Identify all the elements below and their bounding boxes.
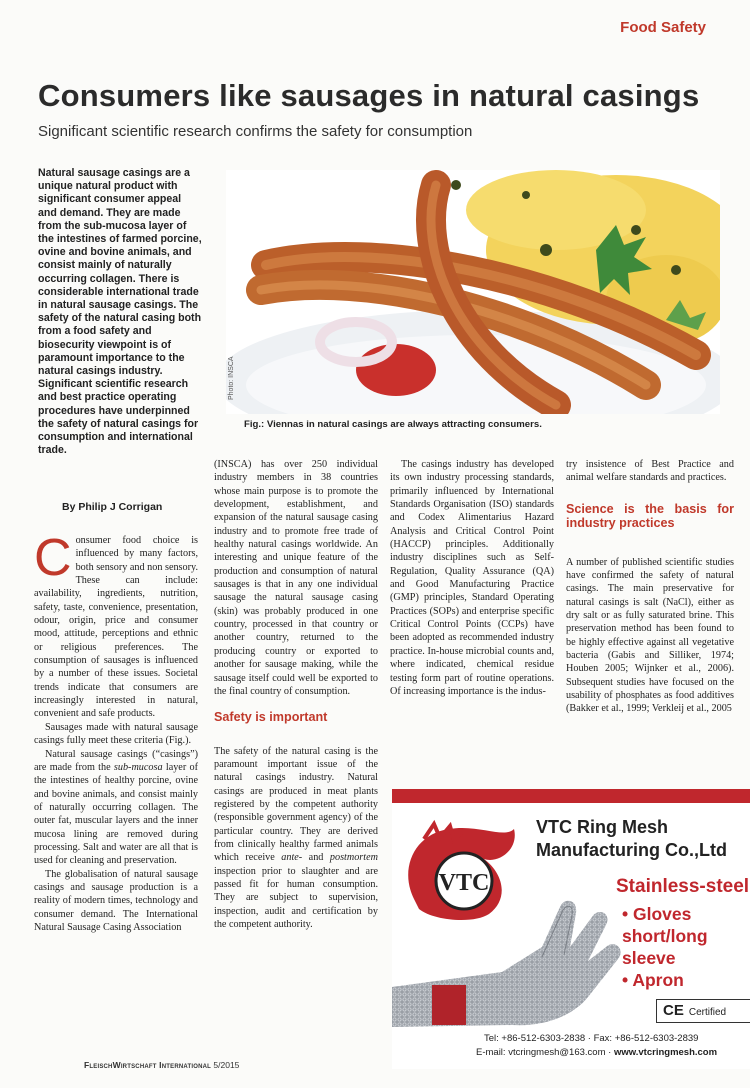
body-paragraph: The globalisation of natural sausage casings and sausage production is a reality of modern times, technology and consumer demand. The International Natural Sausage Casing Association bbox=[34, 868, 198, 933]
ad-phone-fax: Tel: +86-512-6303-2838 · Fax: +86-512-6303-2839 bbox=[484, 1033, 699, 1044]
article-subtitle: Significant scientific research confirms the safety for consumption bbox=[38, 123, 473, 140]
body-paragraph: The safety of the natural casing is the paramount important issue of the natural casings industry. Natural casings are produced in meat plants registered by the competent authority (responsible government agency) of the particular country. They are derived from clinically healthy farmed animals which receive ante- and postmortem inspection prior to slaughter and are passed fit for human consumption. They are subject to supervision, inspection, audit and certification by the competent authority. bbox=[214, 745, 378, 931]
ad-website-link[interactable]: www.vtcringmesh.com bbox=[613, 1047, 718, 1058]
body-column-3 bbox=[390, 458, 554, 698]
ad-email-link[interactable]: E-mail: vtcringmesh@163.com · bbox=[476, 1047, 614, 1058]
body-paragraph: Consumer food choice is influenced by many factors, both sensory and non sensory. These can include: availability, ingredients, nutrition, safety, taste, convenience, presentation, odour, origin, price and consumer mood, attitude, perceptions and ethnic or religious preferences. The consumption of sausages is influenced by a number of these issues. Societal trends indicate that consumers are increasingly interested in natural, convenient and safe products. bbox=[34, 529, 198, 720]
ad-product-item: • Gloves bbox=[622, 904, 692, 924]
body-paragraph: The casings industry has developed its own industry processing standards, primarily influenced by International Standards Organisation (ISO) standards and Codex Alimentarius Hazard Analysis and Critical Control Point (HACCP) principles. Additionally industry disciplines such as Self-Regulation, Quality Assurance (QA) and Good Manufacturing Practice (GMP) principles, Standard Operating Practices (SOPs) and enterprise specific Critical Control Points (CCPs) have been adopted as recommended industry practice. In-house microbial counts and, where indicated, chemical residue testing form part of routine operations. Of increasing importance is the indus- bbox=[390, 459, 554, 697]
article-title: Consumers like sausages in natural casings bbox=[38, 78, 700, 113]
body-paragraph: (INSCA) has over 250 individual industry members in 38 countries whose main purpose is to promote the development, establishment, and expansion of the natural sausage casing industry and to promote free trade of healthy natural casings worldwide. An interesting and unique feature of the production and consumption of natural sausages is that in any one individual sausage the natural sausage casing (skin) was probably produced in one country, processed in that country or another country, returned to the producing country or exported to another for sausage making, while the sausage itself could well be exported to the final country of consumption. bbox=[214, 459, 378, 697]
ce-mark-icon: CE bbox=[663, 1002, 684, 1019]
subheading-safety: Safety is important bbox=[214, 710, 328, 725]
ad-product-list bbox=[622, 903, 708, 991]
author-byline: By Philip J Corrigan bbox=[62, 501, 163, 513]
ad-product-item: short/long bbox=[622, 926, 708, 946]
svg-text:VTC: VTC bbox=[438, 870, 490, 896]
ad-top-bar bbox=[392, 789, 750, 803]
sausage-photo bbox=[226, 170, 720, 414]
ce-certified-badge: CE Certified bbox=[656, 999, 750, 1023]
mesh-glove-icon bbox=[392, 877, 642, 1037]
ad-contact bbox=[476, 1047, 717, 1058]
section-label: Food Safety bbox=[620, 19, 706, 36]
ad-tagline: Stainless-steel bbox=[616, 876, 750, 897]
body-paragraph: Natural sausage casings (“casings”) are made from the sub-mucosa layer of the intestines of healthy porcine, ovine and bovine animals, and consist mainly of naturally occurring collagen. The outer fat, muscular layers and the inner mucosa lining are removed during processing. Salt and water are all that is used for cleaning and preservation. bbox=[34, 748, 198, 867]
ad-company-name: VTC Ring Mesh Manufacturing Co.,Ltd bbox=[536, 817, 727, 860]
subheading-science: Science is the basis for industry practices bbox=[566, 501, 734, 531]
ad-product-item: • Apron bbox=[622, 970, 684, 990]
page-footer: FleischWirtschaft International 5/2015 bbox=[84, 1060, 240, 1070]
lede-paragraph: Natural sausage casings are a unique natural product with significant consumer appeal and demand. They are made from the sub-mucosa layer of the intestines of farmed porcine, ovine and bovine animals, and consist mainly of naturally occurring collagen. There is considerable international trade in natural sausage casings. The safety of the natural casing both from a food safety and biosecurity viewpoint is of paramount importance to the natural casings industry. Significant scientific research and best practice operating procedures have underpinned the safety of natural casings for consumption and international trade. bbox=[38, 167, 202, 457]
drop-cap: C bbox=[34, 529, 72, 587]
body-paragraph: Sausages made with natural sausage casings fully meet these criteria (Fig.). bbox=[34, 721, 198, 747]
body-paragraph: try insistence of Best Practice and animal welfare standards and practices. bbox=[566, 459, 734, 484]
photo-credit: Photo: INSCA bbox=[228, 356, 235, 400]
photo-caption: Fig.: Viennas in natural casings are always attracting consumers. bbox=[244, 419, 542, 430]
body-column-1 bbox=[34, 529, 198, 934]
body-column-4 bbox=[566, 458, 750, 716]
body-paragraph: A number of published scientific studies have confirmed the safety of natural casings. The main preservative for natural casings is salt (NaCl), either as dry salt or as fully saturated brine. This preservation method has been found to be highly effective against all vegetative bacteria (Gabis and Silliker, 1974; Houben 2005; Wijnker et al., 2006). Subsequent studies have focused on the usability of phosphates as food additives (Bakker et al., 1999; Verkleij et al., 2005 bbox=[566, 556, 734, 715]
advertisement[interactable] bbox=[392, 789, 750, 1069]
body-column-2 bbox=[214, 458, 378, 932]
ad-product-item: sleeve bbox=[622, 948, 676, 968]
